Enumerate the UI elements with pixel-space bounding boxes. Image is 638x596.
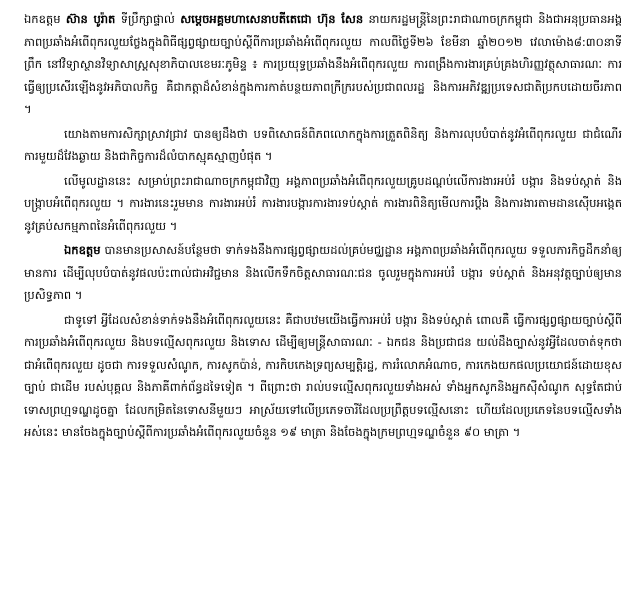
prime-minister-title: សម្ដេចអគ្គមហាសេនាបតីតេជោ ហ៊ុន សែន <box>180 12 364 26</box>
text-run: ជាទូទៅ អ្វីដែលសំខាន់ទាក់ទងនឹងអំពើពុករលួយនេះ គឺជាបឋមយើងធ្វើការអប់រំ បង្ការ និងទប់ស្កាត់ ពោលគឺ ធ្វើការផ្សព្វផ្សាយច្បាប់ស្ដីពីការប្រឆាំងអំពើពុករលួយ និងបទល្មើសពុករលួយ និងទោស ដើម្បីឲ្យមន្ត្រីសាធារណៈ - ឯកជន និងប្រជាជន យល់ដឹងច្បាស់នូវអ្វីដែលចាត់ទុកថាជាអំពើពុករលួយ ដូចជា ការទទួលសំណូក, ការសូកប៉ាន់, ការកិបកេងទ្រព្យសម្បត្តិរដ្ឋ, ការរំលោភអំណាច, ការកេងយកផលប្រយោជន៍ដោយខុសច្បាប់ ជាដើម របស់បុគ្គល និងភាគីពាក់ព័ន្ធដទៃទៀត ។ ពីព្រោះថា រាល់បទល្មើសពុករលួយទាំងអស់ ទាំងអ្នកសូកនិងអ្នកស៊ីសំណូក សុទ្ធតែជាប់ទោសព្រហ្មទណ្ឌដូចគ្នា ដែលកម្រិតនៃទោសនីមួយៗ អាស្រ័យទៅលើប្រភេទចារីដែលប្រព្រឹត្តបទល្មើសនោះ ហើយដែលប្រភេទនៃបទល្មើសទាំងអស់នេះ មានចែងក្នុងច្បាប់ស្ដីពីការប្រឆាំងអំពើពុករលួយចំនួន ១៩ មាត្រា និងចែងក្នុងក្រមព្រហ្មទណ្ឌចំនួន ៩០ មាត្រា ។ <box>24 312 622 439</box>
text-run: បានមានប្រសាសន៍បន្ថែមថា ទាក់ទងនឹងការផ្សព្វផ្សាយដល់គ្រប់មជ្ឈដ្ឋាន អង្គភាពប្រឆាំងអំពើពុករលួយ ទទួលភារកិច្ចដឹកនាំឲ្យមានការ ដើម្បីលុបបំបាត់នូវផលប៉ះពាល់ជាអវិជ្ជមាន និងលើកទឹកចិត្តសាធារណៈជន ចូលរួមក្នុងការអប់រំ បង្ការ ទប់ស្កាត់ និងអនុវត្តច្បាប់ឲ្យមានប្រសិទ្ធភាព ។ <box>24 243 622 302</box>
speaker-name: ស៊ាន បូរ៉ាត <box>65 12 116 26</box>
text-run: ឯកឧត្តម <box>24 12 66 26</box>
paragraph-4 <box>24 239 622 307</box>
paragraph-5 <box>24 309 622 444</box>
honorific-title: ឯកឧត្តម <box>64 243 101 257</box>
text-run: ទីប្រឹក្សាផ្ទាល់ <box>115 12 181 26</box>
paragraph-1 <box>24 8 622 121</box>
paragraph-3 <box>24 170 622 238</box>
text-run: យោងតាមការសិក្សាស្រាវជ្រាវ បានឲ្យដឹងថា បទពិសោធន៍ពិភពលោកក្នុងការត្រួតពិនិត្យ និងការលុបបំបាត់នូវអំពើពុករលួយ ជាជំណើរការមួយដ៏វែងឆ្ងាយ និងជាកិច្ចការដ៏លំបាកស្មុគស្មាញបំផុត ។ <box>24 126 622 163</box>
paragraph-2 <box>24 123 622 168</box>
text-run: លើមូលដ្ឋាននេះ សម្រាប់ព្រះរាជាណាចក្រកម្ពុជាវិញ អង្គភាពប្រឆាំងអំពើពុករលួយគ្រូបដណ្ដប់លើការងារអប់រំ បង្ការ និងទប់ស្កាត់ និងបង្ក្រាបអំពើពុករលួយ ។ ការងារនេះរួមមាន ការងារអប់រំ ការងារបង្ការការងារទប់ស្កាត់ ការងារពិនិត្យមើលការប្ដឹង និងការងារតាមដានស៊ើបអង្កេតនូវគ្រប់សកម្មភាពនៃអំពើពុករលួយ ។ <box>24 173 622 233</box>
text-run: នាយករដ្ឋមន្ត្រីនៃព្រះរាជាណាចក្រកម្ពុជា និងជាអនុប្រធានអង្គភាពប្រឆាំងអំពើពុករលួយថ្លែងក្នុងពិធីផ្សព្វផ្សាយច្បាប់ស្ដីពីការប្រឆាំងអំពើពុករលួយ កាលពីថ្ងៃទី២៦ ខែមីនា ឆ្នាំ២០១២ វេលាម៉ោង៨:៣០នាទីព្រឹក នៅវិទ្យាស្ថានវិទ្យាសាស្ត្រសុខាភិបាលខេមរៈភូមិន្ទ ៖ ការប្រយុទ្ធប្រឆាំងនឹងអំពើពុករលួយ ការពង្រឹងការងារគ្រប់គ្រងហិរញ្ញវត្ថុសាធារណៈ ការធ្វើឲ្យប្រសើរឡើងនូវអភិបាលកិច្ច គឺជាកត្តាដ៏សំខាន់ក្នុងការកាត់បន្ថយភាពក្រីក្ររបស់ប្រជាពលរដ្ឋ និងការអភិវឌ្ឍប្រទេសជាតិប្រកបដោយចីរភាព ។ <box>24 12 622 116</box>
